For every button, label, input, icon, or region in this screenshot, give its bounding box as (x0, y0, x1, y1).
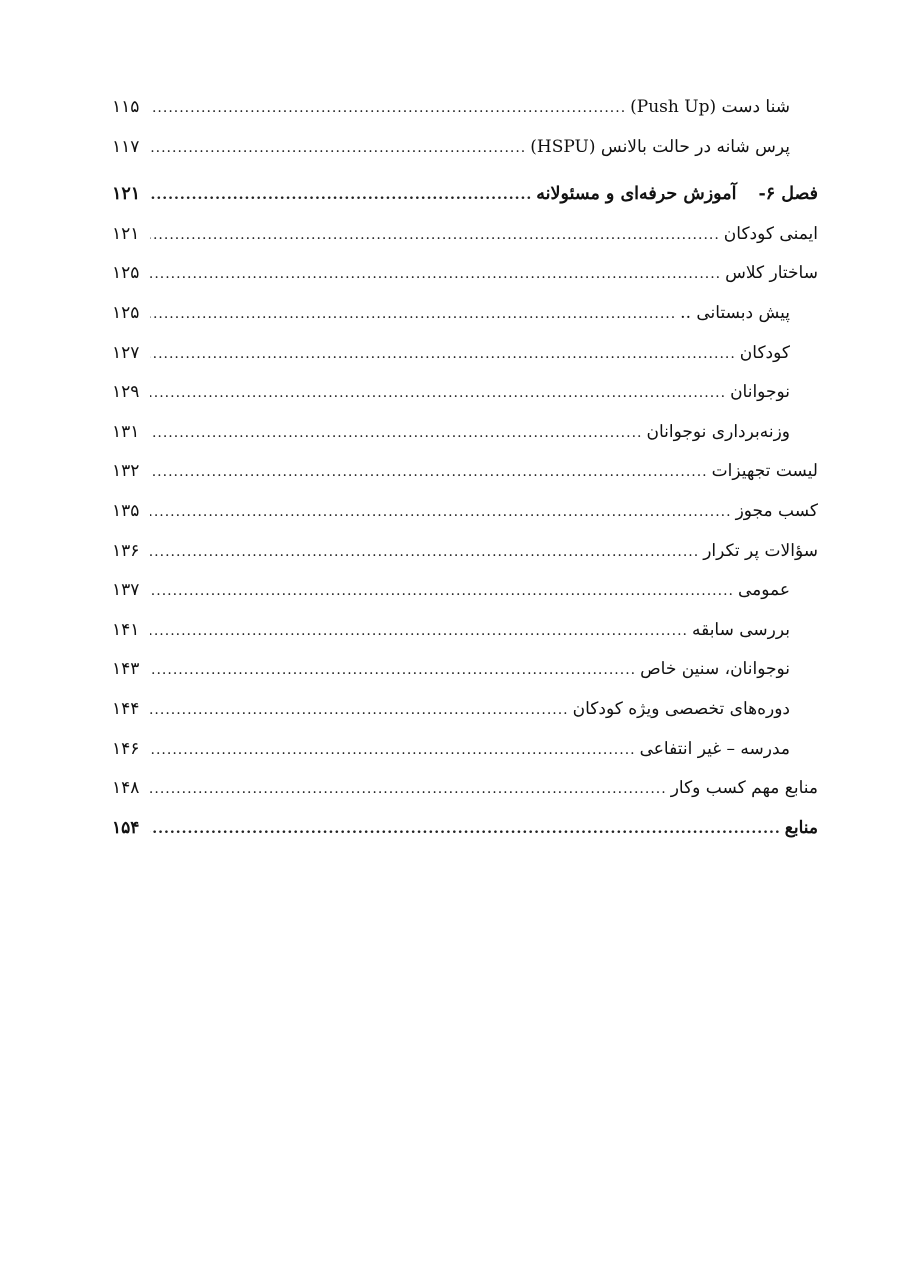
dot-leader (150, 493, 732, 533)
toc-chapter-heading[interactable] (112, 175, 818, 215)
dot-leader (150, 374, 726, 414)
toc-entry[interactable] (112, 128, 818, 168)
toc-entry-title: پیش دبستانی .. (680, 302, 790, 323)
toc-page-number: ۱۳۶ (112, 540, 140, 561)
toc-entry[interactable] (112, 650, 818, 690)
dot-leader (150, 89, 626, 129)
toc-page-number: ۱۳۱ (112, 421, 140, 442)
toc-chapter-title-group (532, 175, 818, 215)
toc-page-number: ۱۴۴ (112, 698, 140, 719)
toc-entry-title: سؤالات پر تکرار (703, 540, 818, 561)
toc-entry-title: عمومی (737, 580, 790, 601)
dot-leader (150, 810, 781, 850)
toc-page-number: ۱۴۸ (112, 778, 140, 799)
dot-leader (150, 453, 708, 493)
toc-entry-title: ایمنی کودکان (723, 223, 818, 244)
toc-entry[interactable] (112, 413, 818, 453)
dot-leader (150, 295, 676, 335)
toc-page-number: ۱۳۲ (112, 461, 140, 482)
toc-entry-references[interactable] (112, 809, 818, 849)
toc-entry-title: نوجوانان، سنین خاص (640, 659, 790, 680)
dot-leader (150, 216, 720, 256)
dot-leader (150, 335, 736, 375)
toc-entry-title: کسب مجوز (735, 500, 818, 521)
toc-page-number: ۱۳۵ (112, 500, 140, 521)
toc-entry[interactable] (112, 730, 818, 770)
toc-chapter-title: آموزش حرفه‌ای و مسئولانه (536, 184, 737, 205)
dot-leader (150, 255, 721, 295)
toc-page-number: ۱۲۹ (112, 382, 140, 403)
toc-page-number: ۱۲۵ (112, 263, 140, 284)
dot-leader (150, 691, 569, 731)
dot-leader (150, 129, 526, 169)
toc-entry[interactable] (112, 254, 818, 294)
toc-entry[interactable] (112, 334, 818, 374)
toc-entry[interactable] (112, 373, 818, 413)
toc-page-number: ۱۴۶ (112, 738, 140, 759)
dot-leader (150, 731, 636, 771)
toc-entry-title: مدرسه – غیر انتفاعی (639, 738, 790, 759)
toc-entry[interactable] (112, 769, 818, 809)
toc-entry-title: ساختار کلاس (725, 263, 818, 284)
toc-entry-title: لیست تجهیزات (711, 461, 818, 482)
toc-entry-title: بررسی سابقه (691, 619, 790, 640)
dot-leader (150, 651, 636, 691)
toc-entry-title: وزنه‌برداری نوجوانان (646, 421, 790, 442)
toc-page-number: ۱۲۱ (112, 223, 140, 244)
toc-page-number: ۱۲۱ (112, 184, 141, 205)
toc-page-number: ۱۵۴ (112, 817, 140, 838)
toc-entry[interactable] (112, 611, 818, 651)
toc-page-number: ۱۲۷ (112, 342, 140, 363)
toc-page-number: ۱۱۷ (112, 136, 140, 157)
toc-entry-title: کودکان (739, 342, 790, 363)
toc-page-number: ۱۲۵ (112, 302, 140, 323)
toc-entry[interactable] (112, 690, 818, 730)
toc-chapter-number: فصل ۶- (758, 184, 818, 205)
dot-leader (150, 414, 642, 454)
dot-leader (150, 572, 734, 612)
dot-leader (150, 612, 688, 652)
toc-entry[interactable] (112, 88, 818, 128)
toc-page-number: ۱۳۷ (112, 580, 140, 601)
toc-entry-title: پرس شانه در حالت بالانس (HSPU) (530, 136, 790, 157)
toc-entry[interactable] (112, 452, 818, 492)
toc-entry[interactable] (112, 492, 818, 532)
toc-entry-title: منابع مهم کسب وکار (670, 778, 818, 799)
toc-page-number: ۱۴۱ (112, 619, 140, 640)
toc-page-number: ۱۴۳ (112, 659, 140, 680)
toc-entry[interactable] (112, 532, 818, 572)
toc-entry[interactable] (112, 571, 818, 611)
dot-leader (150, 176, 532, 216)
table-of-contents (112, 88, 818, 848)
toc-entry-title: شنا دست (Push Up) (630, 97, 790, 117)
toc-page-number: ۱۱۵ (112, 97, 140, 117)
toc-entry[interactable] (112, 294, 818, 334)
toc-entry-title: نوجوانان (730, 382, 790, 403)
dot-leader (150, 770, 667, 810)
toc-entry-title: منابع (784, 817, 818, 838)
dot-leader (150, 533, 699, 573)
toc-entry-title: دوره‌های تخصصی ویژه کودکان (572, 698, 790, 719)
toc-entry[interactable] (112, 215, 818, 255)
